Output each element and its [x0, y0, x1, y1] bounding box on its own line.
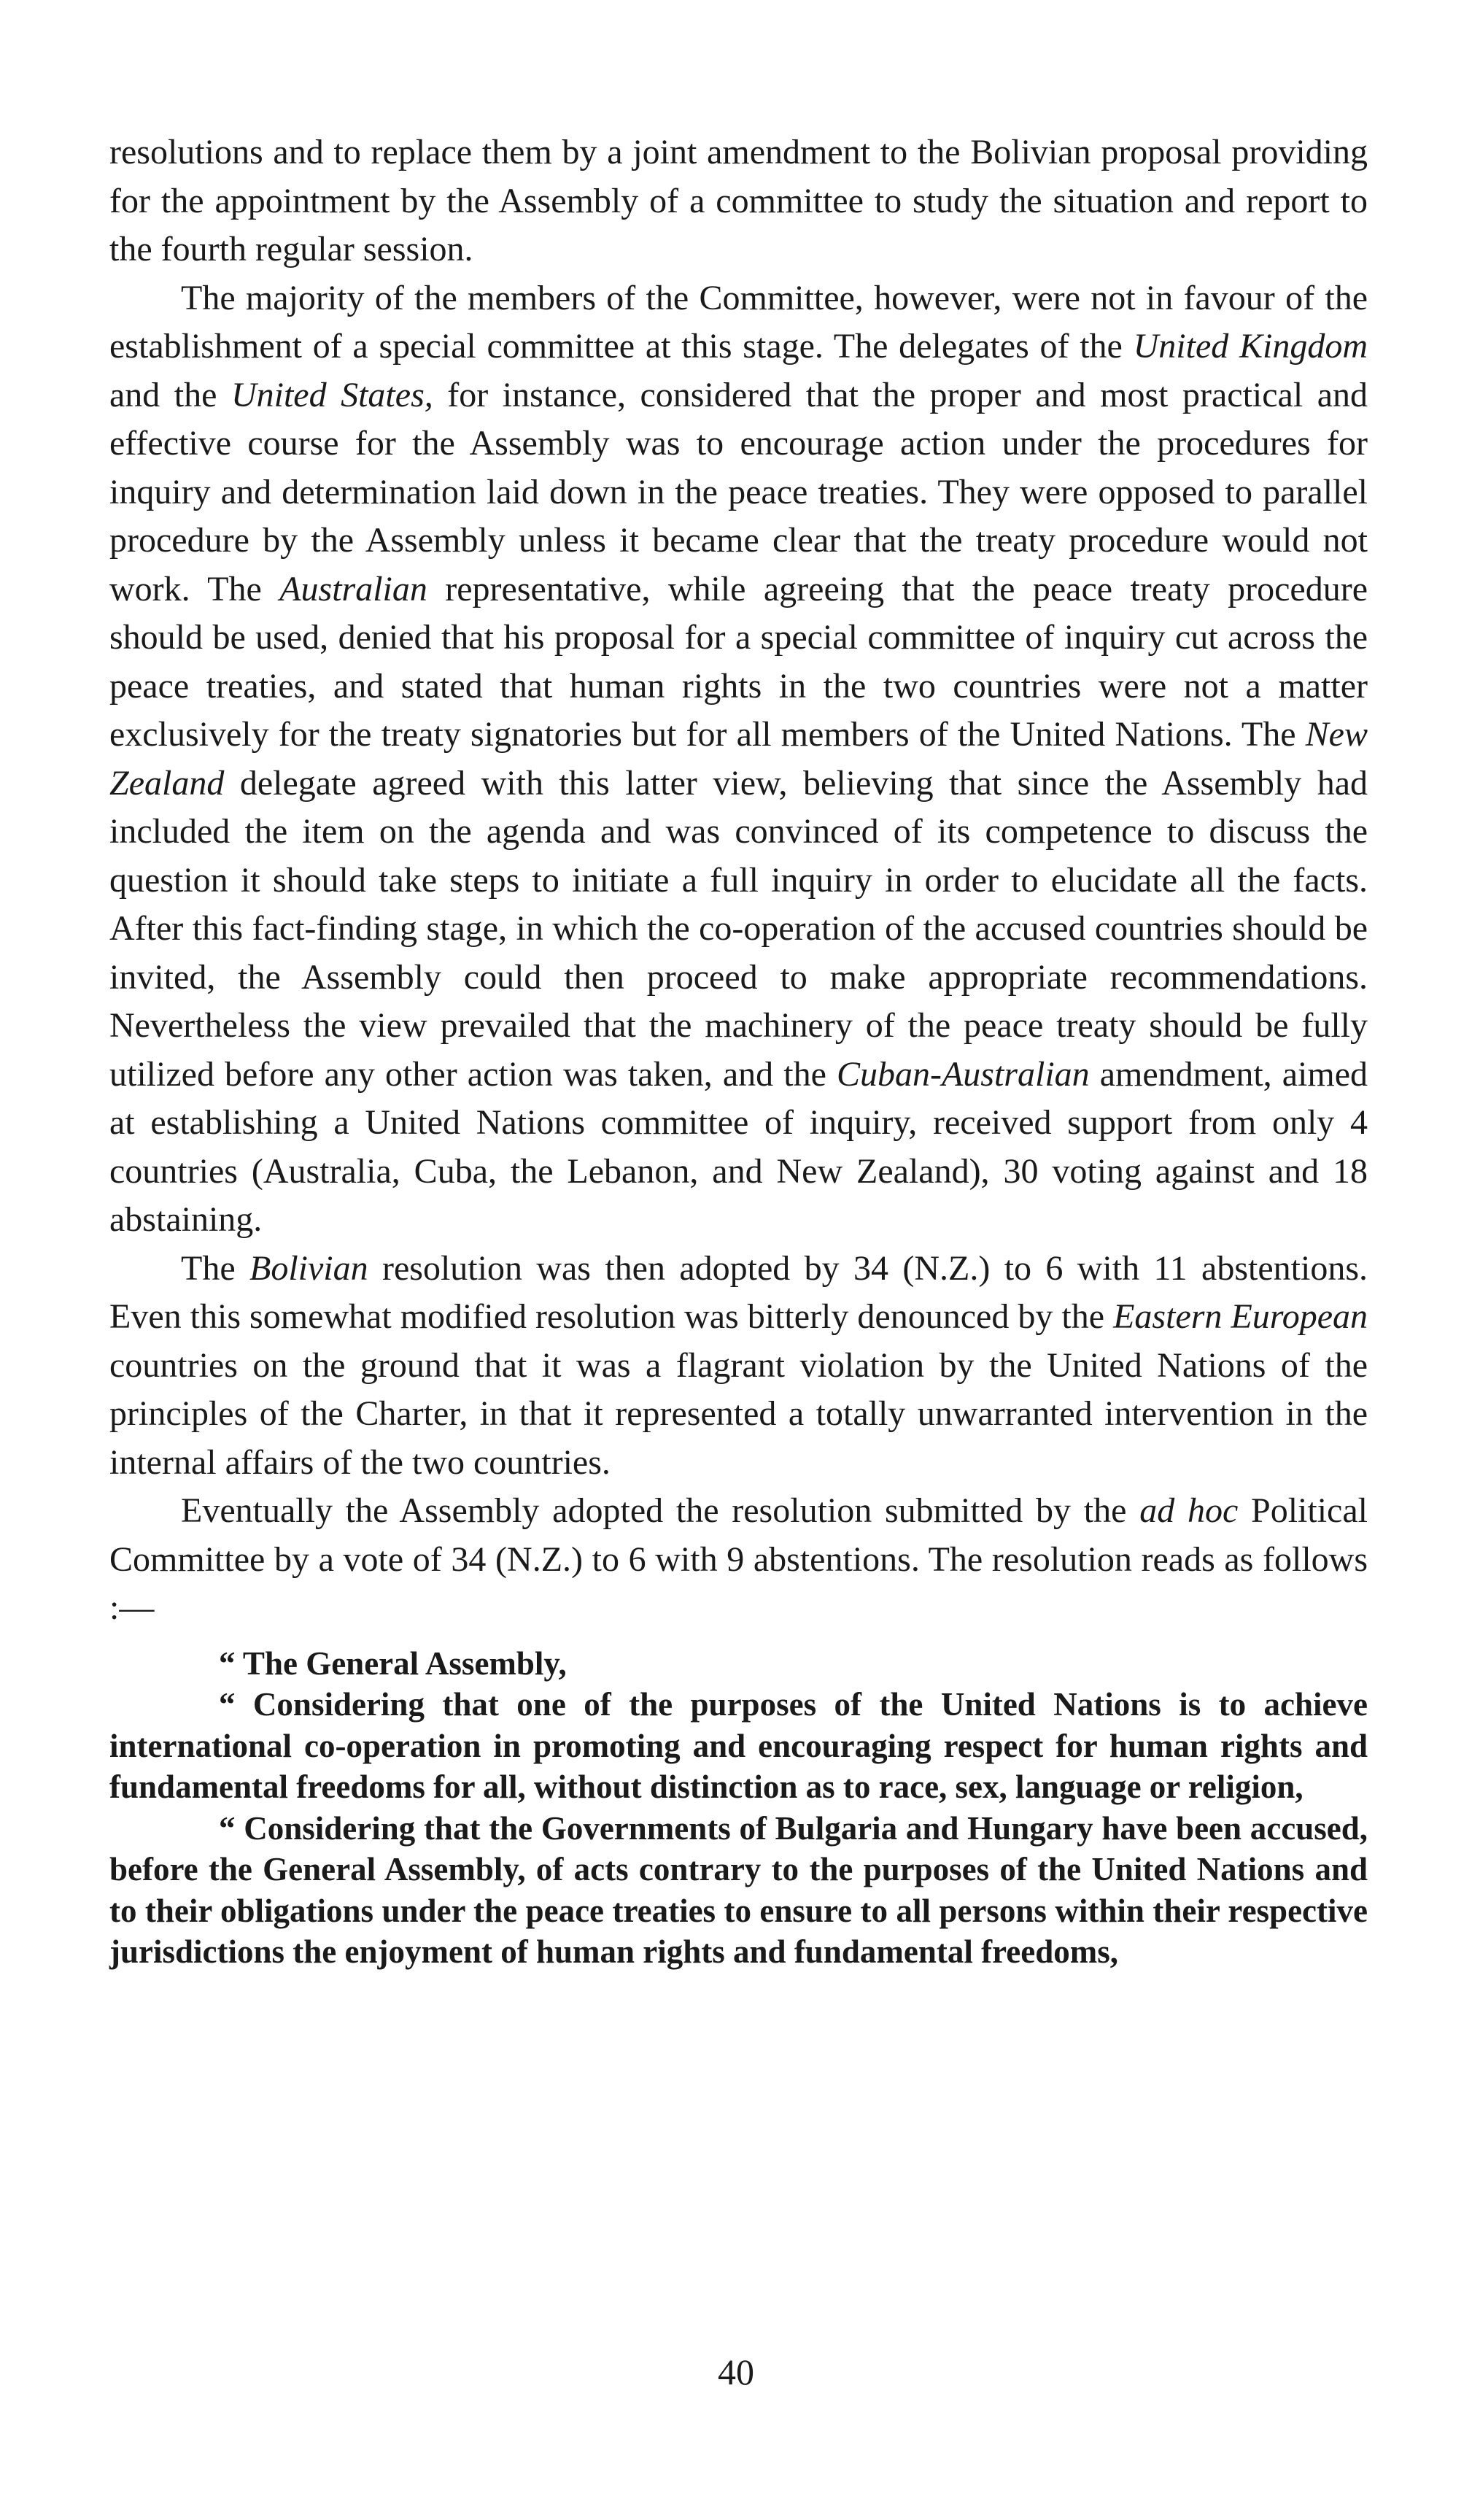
text-segment: delegate agreed with this latter view, believing that since the Assembly had included the item on the agenda and was convinced of its competence to discuss the question it should take steps to initiate a full inquiry in order to elucidate all the facts. After this fact-finding stage, in which the co-operation of the accused countries should be invited, the Assembly could then proceed to make appropriate recommendations. Nevertheless the view prevailed that the machinery of the peace treaty should be fully utilized before any other action was taken, and the [109, 763, 1368, 1094]
text-segment: resolution was then adopted by 34 (N.Z.) to 6 with 11 abstentions. Even this somewhat modified resolution was bitterly denounced by the [109, 1248, 1368, 1336]
page-content [109, 128, 1368, 1973]
text-segment: Political Committee by a vote of 34 (N.Z.) to 6 with 9 abstentions. The resolution reads as follows :— [109, 1491, 1368, 1627]
quote-paragraph: “ The General Assembly, [219, 1644, 567, 1682]
italic-text-segment: Australian [279, 569, 427, 608]
italic-text-segment: Eastern European [1113, 1297, 1368, 1336]
quote-paragraph: “ Considering that one of the purposes of the United Nations is to achieve international co-operation in promoting and encouraging respect for human rights and fundamental freedoms for all, without distinction as to race, sex, language or religion, [109, 1686, 1368, 1805]
italic-text-segment: Cuban-Australian [836, 1054, 1090, 1094]
text-segment: Eventually the Assembly adopted the resolution submitted by the [181, 1491, 1140, 1530]
italic-text-segment: ad hoc [1139, 1491, 1239, 1530]
paragraph [109, 1245, 1368, 1488]
text-segment: amendment, aimed at establishing a United Nations committee of inquiry, received support from only 4 countries (Australia, Cuba, the Lebanon, and New Zealand), 30 voting against and 18 abstaining. [109, 1054, 1368, 1239]
text-segment: countries on the ground that it was a flagrant violation by the United Nations of the principles of the Charter, in that it represented a totally unwarranted intervention in the internal affairs of the two countries. [109, 1345, 1368, 1482]
page-number: 40 [718, 2351, 754, 2392]
text-segment: representative, while agreeing that the peace treaty procedure should be used, denied that his proposal for a special committee of inquiry cut across the peace treaties, and stated that human rights in the two countries were not a matter exclusively for the treaty signatories but for all members of the United Nations. The [109, 569, 1368, 754]
text-segment: for instance, considered that the proper and most practical and effective course for the Assembly was to encourage action under the procedures for inquiry and determination laid down in the peace treaties. They were opposed to parallel procedure by the Assembly unless it became clear that the treaty procedure would not work. The [109, 375, 1368, 608]
italic-text-segment: United States, [231, 375, 433, 414]
paragraph [109, 1487, 1368, 1633]
paragraph [109, 128, 1368, 274]
quote-paragraph: “ Considering that the Governments of Bulgaria and Hungary have been accused, before the General Assembly, of acts contrary to the purposes of the United Nations and to their obligations under the peace treaties to ensure to all persons within their respective jurisdictions the enjoyment of human rights and fundamental freedoms, [109, 1809, 1368, 1970]
text-segment: resolutions and to replace them by a joint amendment to the Bolivian proposal providing for the appointment by the Assembly of a committee to study the situation and report to the fourth regular session. [109, 133, 1368, 268]
text-segment: and the [109, 375, 231, 414]
resolution-quote [109, 1643, 1368, 1973]
italic-text-segment: United Kingdom [1133, 327, 1368, 366]
italic-text-segment: New Zealand [109, 715, 1368, 803]
text-segment: The majority of the members of the Committee, however, were not in favour of the establishment of a special committee at this stage. The delegates of the [109, 278, 1368, 366]
body-text [109, 128, 1368, 1633]
text-segment: The [181, 1248, 249, 1288]
italic-text-segment: Bolivian [249, 1248, 368, 1288]
paragraph [109, 274, 1368, 1245]
